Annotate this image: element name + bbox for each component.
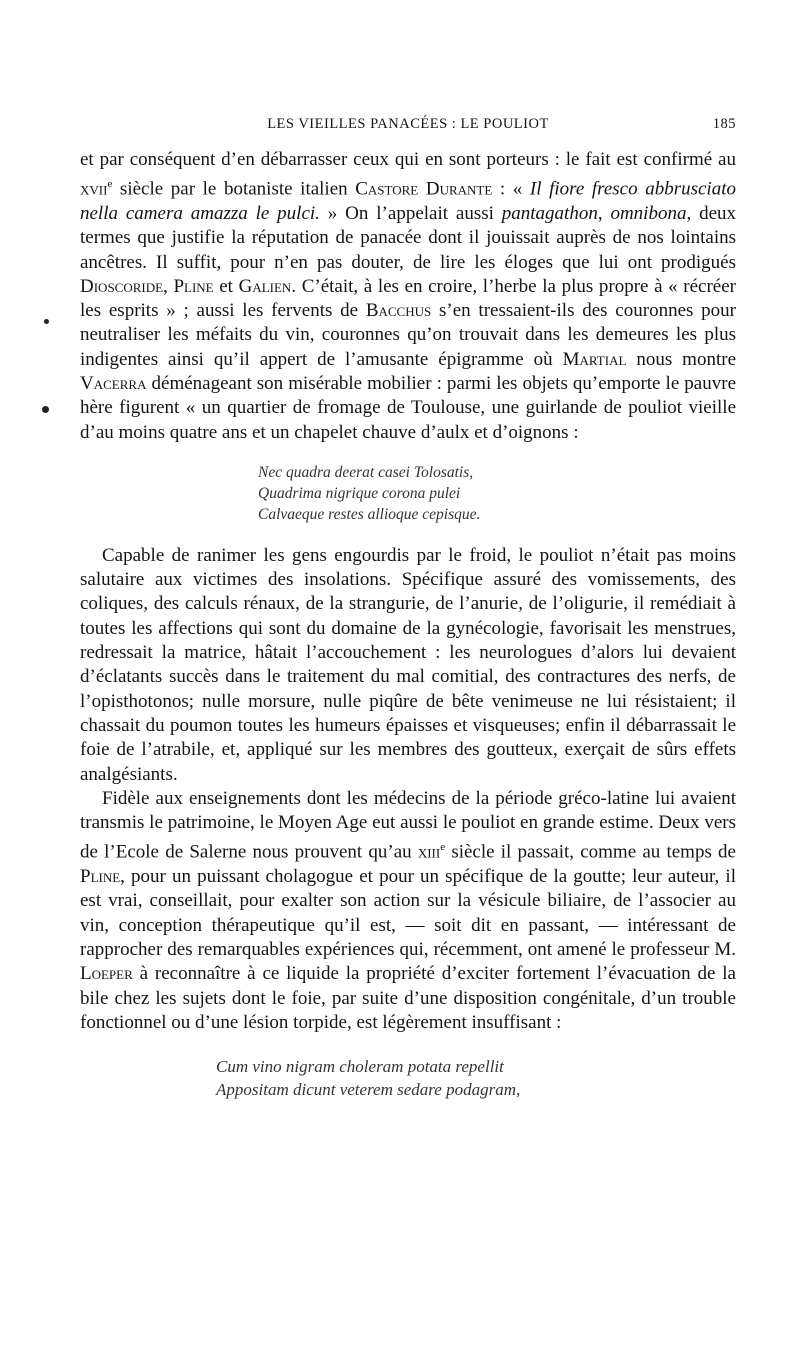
person-castore-durante: Castore Durante <box>355 178 493 200</box>
verse-line: Appositam dicunt veterem sedare podagram, <box>216 1080 521 1100</box>
century-xiii: xiii <box>417 841 441 863</box>
verse-line: Quadrima nigrique corona pulei <box>258 484 461 502</box>
page-number: 185 <box>712 116 736 132</box>
verse-line: Calvaeque restes allioque cepisque. <box>258 505 481 523</box>
paragraph-1: et par conséquent d’en débarrasser ceux qui en sont porteurs : le fait est confirmé au xvii$^e$ siècle par le botaniste italien Castore Durante : « Il fiore fresco abbrusciato nella camera amazza le pulci. » On l’appelait aussi pantagathon, omnibona, deux termes que justifie la réputation de panacée dont il jouissait auprès de nos lointains ancêtres. Il suffit, pour n’en pas douter, de lire les éloges que lui ont prodigués Dioscoride, Pline et Galien. C’était, à les en croire, l’herbe la plus propre à « récréer les esprits » ; aussi les fervents de Bacchus s’en tressaient-ils des couronnes pour neutraliser les méfaits du vin, couronnes qu’on trouvait dans les demeures les plus indigentes ainsi qu’il appert de l’amusante épigramme où Martial nous montre Vacerra déménageant son misérable mobilier : parmi les objets qu’emporte le pauvre hère figurent « un quartier de fromage de Toulouse, une guirlande de pouliot vieille d’au moins quatre ans et un chapelet chauve d’aulx et d’oignons : <box>80 149 737 443</box>
person-pline: Pline <box>80 866 121 888</box>
person-loeper: Loeper <box>80 963 133 985</box>
person-vacerra: Vacerra <box>80 373 147 394</box>
italian-quote: Il fiore fresco abbrusciato nella camera amazza le pulci. <box>80 178 736 224</box>
paragraph-3: Fidèle aux enseignements dont les médecins de la période gréco-latine lui avaient transmis le patrimoine, le Moyen Age eut aussi le pouliot en grande estime. Deux vers de l’Ecole de Salerne nous prouvent qu’au xiii$^e$ siècle il passait, comme au temps de Pline, pour un puissant cholagogue et pour un spécifique de la goutte; leur auteur, il est vrai, conseillait, pour exalter son action sur la vésicule biliaire, de l’associer au vin, conception thérapeutique qu’il est, — soit dit en passant, — intéressant de rapprocher des remarquables expériences qui, récemment, ont amené le professeur M. Loeper à reconnaître à ce liquide la propriété d’exciter fortement l’évacuation de la bile chez les sujets dont le foie, par suite d’une disposition congénitale, d’un trouble fonctionnel ou d’une lésion torpide, est légèrement insuffisant : <box>80 787 736 1033</box>
person-bacchus: Bacchus <box>365 300 432 322</box>
person-dioscoride: Dioscoride <box>80 275 164 297</box>
person-galien: Galien <box>238 275 292 297</box>
person-martial: Martial <box>562 348 627 370</box>
century-xvii: xvii <box>80 178 108 200</box>
century-superscript: e <box>107 178 113 191</box>
latin-verse-martial <box>258 462 736 525</box>
page-body <box>80 148 736 1101</box>
margin-dot-mark <box>44 319 49 324</box>
paragraph-2: Capable de ranimer les gens engourdis par le froid, le pouliot n’était pas moins salutaire aux victimes des insolations. Spécifique assuré des vomissements, des coliques, des calculs rénaux, de la strangurie, de l’anurie, de l’oligurie, il remédiait à toutes les affections qui sont du domaine de la gynécologie, favorisait les menstrues, redressait la matrice, hâtait l’accouchement : les neurologues d’alors lui devaient d’éclatants succès dans le traitement du mal comitial, des contractures des nerfs, de l’opisthotonos; nulle morsure, nulle piqûre de bête venimeuse ne lui résistaient; il chassait du poumon toutes les humeurs épaisses et visqueuses; enfin il débarrassait le foie de l’atrabile, et, appliqué sur les membres des goutteux, exerçait de sûrs effets analgésiants. <box>80 544 736 785</box>
term-pantagathon: pantagathon <box>501 202 598 224</box>
latin-verse-salerne <box>216 1055 736 1101</box>
running-title: LES VIEILLES PANACÉES : LE POULIOT <box>267 116 549 132</box>
person-pline: Pline <box>173 275 214 297</box>
term-omnibona: omnibona <box>610 202 687 224</box>
verse-line: Nec quadra deerat casei Tolosatis, <box>258 463 474 481</box>
running-header <box>80 116 736 138</box>
margin-bullet-mark <box>42 406 49 413</box>
verse-line: Cum vino nigram choleram potata repellit <box>216 1057 504 1077</box>
century-superscript: e <box>440 841 446 854</box>
